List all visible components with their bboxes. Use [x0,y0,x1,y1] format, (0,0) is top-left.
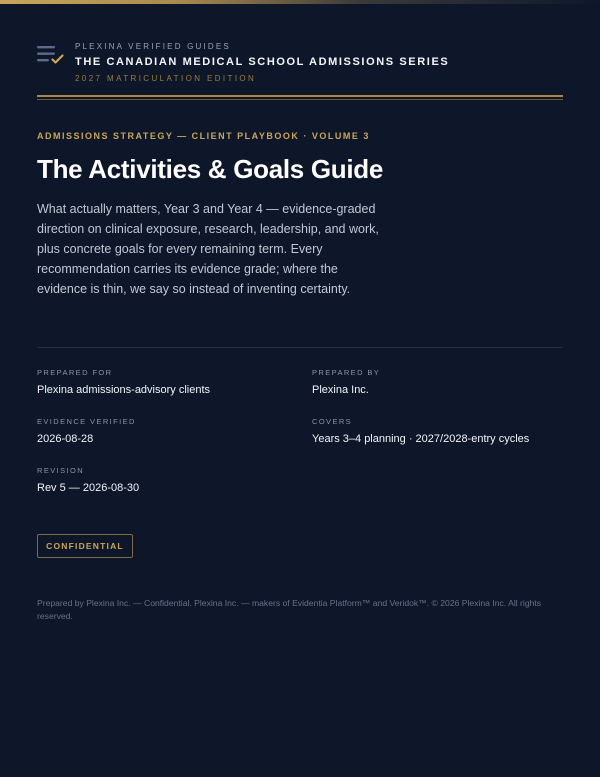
meta-value: Plexina admissions-advisory clients [37,384,211,396]
meta-label: PREPARED FOR [37,368,113,377]
edition-label: 2027 MATRICULATION EDITION [75,74,257,83]
series-title: THE CANADIAN MEDICAL SCHOOL ADMISSIONS SERIES [75,56,450,68]
meta-covers [312,417,529,445]
meta-value: 2026-08-28 [37,433,94,445]
meta-label: PREPARED BY [312,368,381,377]
top-accent-bar [0,0,600,4]
meta-value: Rev 5 — 2026-08-30 [37,482,140,494]
footer-text: Prepared by Plexina Inc. — Confidential. Plexina Inc. — makers of Evidentia Platform™ and Veridok™. © 2026 Plexina Inc. All rights reserved. [37,598,542,621]
meta-evidence-verified [37,417,136,445]
checklist-icon [37,44,65,66]
meta-revision [37,466,139,494]
meta-label: COVERS [312,417,353,426]
meta-prepared-for [37,368,210,396]
meta-value: Plexina Inc. [312,384,369,396]
gold-rule-thin [37,99,563,100]
meta-value: Years 3–4 planning · 2027/2028-entry cycles [312,433,530,445]
gold-rule [37,95,563,97]
document-title: The Activities & Goals Guide [37,154,384,184]
meta-label: EVIDENCE VERIFIED [37,417,136,426]
confidential-badge: CONFIDENTIAL [37,534,133,558]
document-kicker: ADMISSIONS STRATEGY — CLIENT PLAYBOOK · VOLUME 3 [37,131,370,141]
brand-name: PLEXINA VERIFIED GUIDES [75,42,231,51]
meta-prepared-by [312,368,380,396]
meta-label: REVISION [37,466,85,475]
document-intro: What actually matters, Year 3 and Year 4 — evidence-graded direction on clinical exposure, research, leadership, and work, plus concrete goals for every remaining term. Every recommendation carries its evidence grade; where the evidence is thin, we say so instead of inventing certainty. [37,202,379,296]
section-divider [37,347,563,348]
